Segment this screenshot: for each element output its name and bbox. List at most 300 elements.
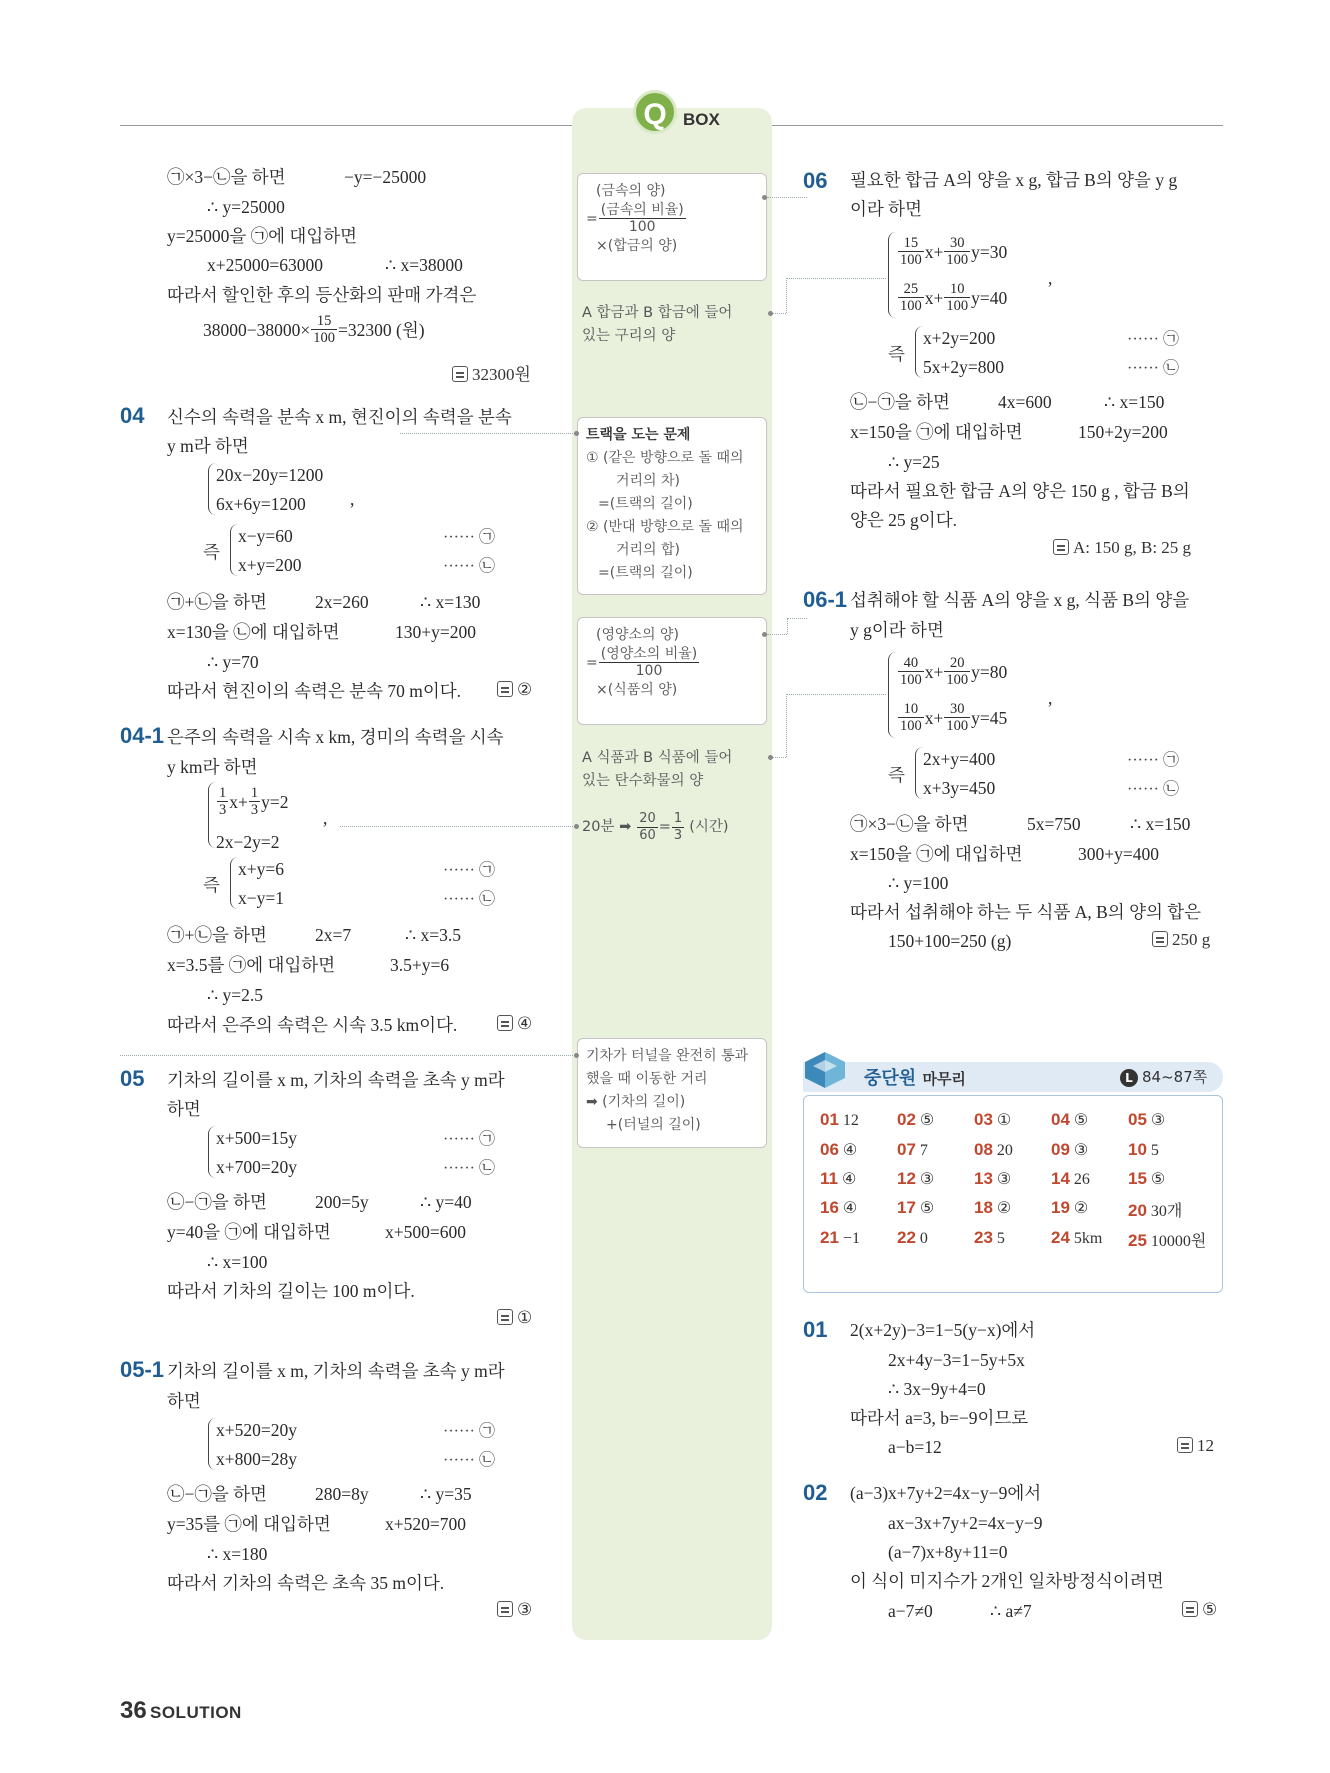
answer-icon bbox=[497, 1309, 513, 1325]
mid-answer-item bbox=[1051, 1110, 1088, 1130]
p061-number: 06-1 bbox=[803, 587, 848, 612]
mid-review-page-range: 84~87쪽 bbox=[1142, 1068, 1208, 1086]
p03-line: ∴ x=38000 bbox=[385, 255, 463, 275]
p041-comma: , bbox=[323, 808, 328, 828]
p061-expr: x+ bbox=[924, 661, 944, 682]
p061-fraction: $\frac{40}{100}$ bbox=[900, 655, 922, 688]
q02-line: (a−7)x+8y+11=0 bbox=[888, 1542, 1008, 1562]
p051-line: 기차의 길이를 x m, 기차의 속력을 초속 y m라 bbox=[167, 1361, 505, 1381]
p06-line: 따라서 필요한 합금 A의 양은 150 g , 합금 B의 bbox=[850, 481, 1190, 501]
p06-answer-value: A: 150 g, B: 25 g bbox=[1073, 538, 1192, 557]
p061-expr: y=45 bbox=[971, 707, 1008, 728]
qbox-card-title: 트랙을 도는 문제 bbox=[586, 427, 691, 443]
mid-answer-number: 16 bbox=[820, 1198, 839, 1217]
mid-answer-value: 5 bbox=[996, 1230, 1005, 1247]
mid-answer-number: 17 bbox=[897, 1198, 916, 1217]
answer-icon bbox=[497, 1601, 513, 1617]
mid-answer-item bbox=[820, 1110, 859, 1130]
p06-line: 150+2y=200 bbox=[1078, 422, 1168, 442]
mid-answer-number: 20 bbox=[1128, 1201, 1147, 1220]
connector-line bbox=[787, 618, 807, 619]
mid-review-subtitle: 마무리 bbox=[922, 1070, 966, 1088]
brace-icon bbox=[208, 1418, 216, 1470]
p061-system bbox=[897, 655, 1007, 688]
p051-line: y=35를 ㉠에 대입하면 bbox=[167, 1514, 331, 1534]
q02-line: ∴ a≠7 bbox=[990, 1601, 1032, 1621]
connector-dot bbox=[574, 431, 579, 436]
p06-jeuk: 즉 bbox=[888, 344, 905, 364]
connector-line bbox=[120, 1055, 577, 1056]
qbox-fraction: $\frac{\text{(영양소의 비율)}}{100}$ bbox=[600, 646, 698, 679]
mid-answer-number: 13 bbox=[974, 1169, 993, 1188]
qbox-fraction: $\frac{1}{3}$ bbox=[673, 811, 683, 843]
p04-line: ∴ x=130 bbox=[420, 592, 481, 612]
mid-answer-item bbox=[974, 1140, 1013, 1160]
qbox-card-line: 기차가 터널을 완전히 통과 bbox=[586, 1048, 749, 1064]
q02-line: 이 식이 미지수가 2개인 일차방정식이려면 bbox=[850, 1571, 1164, 1591]
mid-answer-value: 7 bbox=[919, 1142, 928, 1159]
p041-fraction: $\frac{1}{3}$ bbox=[219, 785, 227, 818]
answer-icon bbox=[452, 366, 468, 382]
mid-review-icon bbox=[803, 1050, 847, 1090]
qbox-card-line: =(트랙의 길이) bbox=[598, 496, 693, 512]
p051-eq: x+520=20y bbox=[216, 1420, 297, 1440]
qbox-note-minutes bbox=[582, 811, 767, 844]
p05-line: ∴ x=100 bbox=[207, 1252, 268, 1272]
mid-answer-value: 0 bbox=[919, 1230, 928, 1247]
p061-expr: x+ bbox=[924, 707, 944, 728]
mid-answer-number: 02 bbox=[897, 1110, 916, 1129]
connector-line bbox=[786, 694, 886, 695]
p06-expr: y=40 bbox=[971, 287, 1008, 308]
q02-line: a−7≠0 bbox=[888, 1601, 933, 1621]
p06-tag: ······ ㉠ bbox=[1127, 331, 1179, 348]
p06-system bbox=[897, 235, 1007, 268]
qbox-note-pre: 20분 ➡ bbox=[582, 819, 632, 835]
p041-jeuk: 즉 bbox=[203, 875, 220, 895]
p061-line: ∴ y=100 bbox=[888, 873, 949, 893]
p061-comma: , bbox=[1048, 688, 1053, 708]
footer-label: SOLUTION bbox=[150, 1703, 242, 1722]
p06-expr: x+ bbox=[924, 241, 944, 262]
p04-eq: x−y=60 bbox=[238, 526, 293, 546]
p041-line: y km라 하면 bbox=[167, 757, 258, 777]
p061-line: ∴ x=150 bbox=[1130, 814, 1191, 834]
p041-line: 따라서 은주의 속력은 시속 3.5 km이다. bbox=[167, 1015, 458, 1035]
qbox-card-line: ×(합금의 양) bbox=[596, 238, 678, 254]
qbox-fraction: $\frac{20}{60}$ bbox=[639, 811, 656, 843]
mid-review-title-main: 중단원 bbox=[864, 1068, 917, 1089]
brace-icon bbox=[888, 652, 896, 738]
p03-line: ㉠×3−㉡을 하면 bbox=[167, 167, 286, 187]
mid-answer-value: 5km bbox=[1073, 1230, 1103, 1247]
mid-answer-number: 22 bbox=[897, 1228, 916, 1247]
p051-tag: ······ ㉠ bbox=[443, 1423, 495, 1440]
p061-fraction: $\frac{20}{100}$ bbox=[946, 655, 969, 688]
page-l-icon: L bbox=[1120, 1069, 1138, 1087]
q02-line: ax−3x+7y+2=4x−y−9 bbox=[888, 1513, 1043, 1533]
qbox-card-line: ② (반대 방향으로 돌 때의 bbox=[586, 519, 744, 535]
mid-review-page bbox=[1120, 1066, 1207, 1087]
qbox-card-nutrient bbox=[577, 617, 767, 725]
connector-dot bbox=[762, 632, 767, 637]
p04-line: x=130을 ㉡에 대입하면 bbox=[167, 622, 340, 642]
mid-answer-item bbox=[897, 1140, 928, 1160]
qbox-note-eq: = bbox=[658, 819, 671, 835]
connector-dot bbox=[574, 1053, 579, 1058]
p04-jeuk: 즉 bbox=[203, 542, 220, 562]
connector-line bbox=[400, 433, 577, 434]
qbox-card-line: (금속의 양) bbox=[596, 183, 666, 199]
mid-answer-value: ③ bbox=[996, 1171, 1012, 1188]
p04-line: ∴ y=70 bbox=[207, 652, 259, 672]
qbox-card-line: ➡ (기차의 길이) bbox=[586, 1094, 686, 1110]
p05-answer bbox=[497, 1308, 532, 1328]
p04-line: 신수의 속력을 분속 x m, 현진이의 속력을 분속 bbox=[167, 407, 512, 427]
mid-answer-value: 20 bbox=[996, 1142, 1013, 1159]
mid-answer-item bbox=[1128, 1140, 1159, 1160]
p051-line: 따라서 기차의 속력은 초속 35 m이다. bbox=[167, 1573, 445, 1593]
mid-answer-number: 14 bbox=[1051, 1169, 1070, 1188]
connector-line bbox=[787, 618, 788, 634]
q01-line: ∴ 3x−9y+4=0 bbox=[888, 1379, 986, 1399]
mid-answer-number: 25 bbox=[1128, 1231, 1147, 1250]
p05-line: 200=5y bbox=[315, 1192, 369, 1212]
q01-answer-value: 12 bbox=[1197, 1436, 1214, 1455]
qbox-title: BOX bbox=[683, 110, 720, 129]
p06-eq: x+2y=200 bbox=[923, 328, 996, 348]
p041-tag: ······ ㉡ bbox=[443, 891, 495, 908]
connector-dot bbox=[768, 311, 773, 316]
p04-system: 6x+6y=1200 bbox=[216, 494, 306, 514]
mid-answer-number: 04 bbox=[1051, 1110, 1070, 1129]
p051-line: x+520=700 bbox=[385, 1514, 466, 1534]
p04-tag: ······ ㉡ bbox=[443, 558, 495, 575]
p05-answer-value: ① bbox=[517, 1308, 533, 1327]
p061-line: 150+100=250 (g) bbox=[888, 931, 1012, 951]
p05-line: 기차의 길이를 x m, 기차의 속력을 초속 y m라 bbox=[167, 1070, 505, 1090]
mid-answer-value: ④ bbox=[842, 1200, 858, 1217]
mid-answer-number: 19 bbox=[1051, 1198, 1070, 1217]
p04-tag: ······ ㉠ bbox=[443, 529, 495, 546]
p05-line: ∴ y=40 bbox=[420, 1192, 472, 1212]
mid-answer-value: 26 bbox=[1073, 1171, 1090, 1188]
p06-expr: x+ bbox=[924, 287, 944, 308]
answer-icon bbox=[497, 1015, 513, 1031]
qbox-card-line: = bbox=[586, 210, 598, 227]
p06-line: ㉡−㉠을 하면 bbox=[850, 392, 950, 412]
p061-line: 300+y=400 bbox=[1078, 844, 1159, 864]
mid-answer-value: ⑤ bbox=[919, 1112, 935, 1129]
mid-answer-number: 06 bbox=[820, 1140, 839, 1159]
p06-fraction: $\frac{10}{100}$ bbox=[946, 281, 969, 314]
mid-answer-value: ③ bbox=[1150, 1112, 1166, 1129]
p061-jeuk: 즉 bbox=[888, 765, 905, 785]
answer-icon bbox=[1182, 1601, 1198, 1617]
p06-eq: 5x+2y=800 bbox=[923, 357, 1004, 377]
q01-line: 2(x+2y)−3=1−5(y−x)에서 bbox=[850, 1320, 1036, 1340]
p05-line: 하면 bbox=[167, 1099, 201, 1119]
p041-fraction: $\frac{1}{3}$ bbox=[250, 785, 259, 818]
q01-line: 따라서 a=3, b=−9이므로 bbox=[850, 1408, 1029, 1428]
p05-eq: x+500=15y bbox=[216, 1128, 297, 1148]
p05-line: x+500=600 bbox=[385, 1222, 466, 1242]
p03-answer-value: 32300원 bbox=[472, 365, 531, 384]
p061-expr: y=80 bbox=[971, 661, 1008, 682]
p04-line: 2x=260 bbox=[315, 592, 369, 612]
answer-icon bbox=[1177, 1437, 1193, 1453]
p04-line: 따라서 현진이의 속력은 분속 70 m이다. bbox=[167, 681, 462, 701]
page-number: 36 bbox=[120, 1697, 147, 1724]
p041-system bbox=[216, 785, 289, 818]
mid-answer-value: ③ bbox=[1073, 1142, 1089, 1159]
p06-fraction: $\frac{25}{100}$ bbox=[900, 281, 922, 314]
p041-line: ∴ y=2.5 bbox=[207, 985, 264, 1005]
mid-answer-item bbox=[1051, 1140, 1088, 1160]
mid-answer-value: −1 bbox=[842, 1230, 860, 1247]
mid-answer-item bbox=[897, 1228, 928, 1248]
qbox-card-line: 거리의 차) bbox=[616, 473, 681, 489]
mid-answer-item bbox=[820, 1140, 857, 1160]
q01-line: a−b=12 bbox=[888, 1437, 942, 1457]
q02-answer bbox=[1182, 1600, 1217, 1620]
p041-expr: x+ bbox=[229, 791, 248, 812]
mid-answer-number: 18 bbox=[974, 1198, 993, 1217]
p061-fraction: $\frac{10}{100}$ bbox=[900, 701, 922, 734]
answer-icon bbox=[497, 681, 513, 697]
p051-answer-value: ③ bbox=[517, 1600, 533, 1619]
p04-comma: , bbox=[350, 489, 355, 509]
qbox-card-line: ① (같은 방향으로 돌 때의 bbox=[586, 450, 744, 466]
p051-eq: x+800=28y bbox=[216, 1449, 297, 1469]
mid-answer-item bbox=[820, 1228, 860, 1248]
q01-number: 01 bbox=[803, 1317, 828, 1342]
mid-answer-item bbox=[897, 1198, 934, 1218]
qbox-card-metal bbox=[577, 173, 767, 281]
p06-number: 06 bbox=[803, 168, 828, 193]
p05-line: y=40을 ㉠에 대입하면 bbox=[167, 1222, 331, 1242]
mid-answer-value: 10000원 bbox=[1150, 1233, 1207, 1250]
q02-answer-value: ⑤ bbox=[1202, 1600, 1218, 1619]
q02-number: 02 bbox=[803, 1480, 828, 1505]
qbox-note-line: A 합금과 B 합금에 들어 bbox=[582, 305, 733, 321]
p051-tag: ······ ㉡ bbox=[443, 1452, 495, 1469]
p041-expr: y=2 bbox=[261, 791, 289, 812]
p041-answer bbox=[497, 1014, 532, 1034]
p03-line: 따라서 할인한 후의 등산화의 판매 가격은 bbox=[167, 285, 477, 305]
p06-line: 이라 하면 bbox=[850, 199, 922, 219]
mid-answer-number: 05 bbox=[1128, 1110, 1147, 1129]
p05-tag: ······ ㉡ bbox=[443, 1160, 495, 1177]
p04-number: 04 bbox=[120, 403, 145, 428]
mid-answer-number: 23 bbox=[974, 1228, 993, 1247]
connector-line bbox=[786, 278, 787, 313]
connector-dot bbox=[762, 195, 767, 200]
p061-line: ㉠×3−㉡을 하면 bbox=[850, 814, 969, 834]
p041-answer-value: ④ bbox=[517, 1014, 533, 1033]
mid-answer-number: 11 bbox=[820, 1169, 838, 1188]
brace-icon bbox=[230, 524, 238, 576]
brace-icon bbox=[208, 782, 216, 848]
p061-line: 5x=750 bbox=[1027, 814, 1081, 834]
mid-answer-value: ① bbox=[996, 1112, 1012, 1129]
brace-icon bbox=[888, 232, 896, 318]
p041-line: ㉠+㉡을 하면 bbox=[167, 925, 267, 945]
p051-number: 05-1 bbox=[120, 1357, 165, 1382]
p061-fraction: $\frac{30}{100}$ bbox=[946, 701, 969, 734]
p061-tag: ······ ㉠ bbox=[1127, 752, 1179, 769]
mid-answer-value: ⑤ bbox=[1150, 1171, 1166, 1188]
p03-line: −y=−25000 bbox=[344, 167, 427, 187]
mid-answer-item bbox=[820, 1169, 856, 1189]
qbox-card-line: = bbox=[586, 654, 598, 671]
p051-line: ∴ x=180 bbox=[207, 1544, 268, 1564]
qbox-fraction: $\frac{\text{(금속의 비율)}}{100}$ bbox=[600, 202, 684, 235]
qbox-note-copper bbox=[582, 302, 767, 348]
p03-expr: =32300 (원) bbox=[338, 319, 425, 340]
mid-answer-number: 24 bbox=[1051, 1228, 1070, 1247]
p061-line: 따라서 섭취해야 하는 두 식품 A, B의 양의 합은 bbox=[850, 902, 1202, 922]
p06-system bbox=[897, 281, 1007, 314]
mid-answer-item bbox=[974, 1228, 1005, 1248]
p03-fraction: $\frac{15}{100}$ bbox=[313, 313, 335, 346]
p041-line: ∴ x=3.5 bbox=[405, 925, 462, 945]
p061-tag: ······ ㉡ bbox=[1127, 781, 1179, 798]
p061-line: 섭취해야 할 식품 A의 양을 x g, 식품 B의 양을 bbox=[850, 590, 1190, 610]
p06-tag: ······ ㉡ bbox=[1127, 360, 1179, 377]
mid-answer-item bbox=[897, 1169, 934, 1189]
mid-answer-item bbox=[1128, 1198, 1182, 1221]
p041-line: 3.5+y=6 bbox=[390, 955, 450, 975]
qbox-card-line: =(트랙의 길이) bbox=[598, 565, 693, 581]
p05-number: 05 bbox=[120, 1066, 145, 1091]
mid-answer-item bbox=[974, 1169, 1011, 1189]
p06-line: ∴ x=150 bbox=[1104, 392, 1165, 412]
connector-line bbox=[767, 197, 807, 198]
mid-answer-number: 09 bbox=[1051, 1140, 1070, 1159]
mid-answer-value: 30개 bbox=[1150, 1203, 1183, 1220]
brace-icon bbox=[915, 747, 923, 799]
mid-answer-item bbox=[1128, 1110, 1165, 1130]
p061-answer-value: 250 g bbox=[1172, 930, 1211, 949]
p041-eq: x−y=1 bbox=[238, 888, 284, 908]
p04-eq: x+y=200 bbox=[238, 555, 302, 575]
p061-line: x=150을 ㉠에 대입하면 bbox=[850, 844, 1023, 864]
p05-tag: ······ ㉠ bbox=[443, 1131, 495, 1148]
p041-eq: x+y=6 bbox=[238, 859, 284, 879]
qbox-card-line: ×(식품의 양) bbox=[596, 682, 678, 698]
p04-answer bbox=[497, 680, 532, 700]
p03-answer bbox=[452, 360, 531, 385]
connector-line bbox=[786, 694, 787, 757]
mid-answer-item bbox=[897, 1110, 934, 1130]
p061-eq: 2x+y=400 bbox=[923, 749, 996, 769]
mid-answer-number: 15 bbox=[1128, 1169, 1147, 1188]
mid-answer-value: ⑤ bbox=[1073, 1112, 1089, 1129]
p04-line: 130+y=200 bbox=[395, 622, 476, 642]
mid-answer-item bbox=[1051, 1198, 1088, 1218]
p061-system bbox=[897, 701, 1007, 734]
p06-expr: y=30 bbox=[971, 241, 1008, 262]
mid-answer-item bbox=[1128, 1228, 1206, 1251]
p04-line: ㉠+㉡을 하면 bbox=[167, 592, 267, 612]
p03-line: ∴ y=25000 bbox=[207, 197, 285, 217]
qbox-card-line: (영양소의 양) bbox=[596, 627, 679, 643]
answer-icon bbox=[1152, 931, 1168, 947]
answer-icon bbox=[1053, 539, 1069, 555]
mid-answer-item bbox=[974, 1198, 1011, 1218]
p051-line: 하면 bbox=[167, 1391, 201, 1411]
mid-answer-item bbox=[1128, 1169, 1165, 1189]
connector-line bbox=[340, 826, 577, 827]
mid-answer-item bbox=[820, 1198, 857, 1218]
p051-line: 280=8y bbox=[315, 1484, 369, 1504]
mid-answer-value: 5 bbox=[1150, 1142, 1159, 1159]
connector-line bbox=[786, 278, 886, 279]
p03-expr: 38000−38000× bbox=[203, 319, 311, 340]
p051-answer bbox=[497, 1600, 532, 1620]
mid-answer-value: ② bbox=[1073, 1200, 1089, 1217]
p04-system: 20x−20y=1200 bbox=[216, 465, 324, 485]
p041-line: 2x=7 bbox=[315, 925, 352, 945]
p041-line: 은주의 속력을 시속 x km, 경미의 속력을 시속 bbox=[167, 727, 504, 747]
mid-answer-item bbox=[974, 1110, 1011, 1130]
mid-answer-item bbox=[1051, 1228, 1102, 1248]
mid-answer-item bbox=[1051, 1169, 1090, 1189]
qbox-note-carb bbox=[582, 747, 767, 793]
mid-answer-number: 10 bbox=[1128, 1140, 1147, 1159]
qbox-card-track bbox=[577, 417, 767, 595]
p06-line: 필요한 합금 A의 양을 x g, 합금 B의 양을 y g bbox=[850, 170, 1178, 190]
p041-number: 04-1 bbox=[120, 723, 165, 748]
p06-line: x=150을 ㉠에 대입하면 bbox=[850, 422, 1023, 442]
mid-answer-number: 08 bbox=[974, 1140, 993, 1159]
qbox-card-line: 거리의 합) bbox=[616, 542, 681, 558]
qbox-card-line: 했을 때 이동한 거리 bbox=[586, 1071, 708, 1087]
p041-system: 2x−2y=2 bbox=[216, 832, 280, 852]
p061-line: y g이라 하면 bbox=[850, 620, 944, 640]
connector-line bbox=[767, 634, 787, 635]
p03-price-line bbox=[203, 313, 425, 346]
connector-dot bbox=[768, 755, 773, 760]
qbox-note-line: 있는 탄수화물의 양 bbox=[582, 773, 704, 789]
p06-answer bbox=[1053, 538, 1191, 558]
connector-line bbox=[772, 757, 786, 758]
brace-icon bbox=[208, 463, 216, 515]
p051-line: ㉡−㉠을 하면 bbox=[167, 1484, 267, 1504]
mid-answer-value: ③ bbox=[919, 1171, 935, 1188]
brace-icon bbox=[915, 326, 923, 378]
p03-line: x+25000=63000 bbox=[207, 255, 323, 275]
p06-comma: , bbox=[1048, 268, 1053, 288]
p03-line: y=25000을 ㉠에 대입하면 bbox=[167, 226, 358, 246]
q01-answer bbox=[1177, 1436, 1214, 1456]
p06-fraction: $\frac{30}{100}$ bbox=[946, 235, 969, 268]
qbox-logo-icon: Q bbox=[633, 90, 677, 134]
mid-answer-value: ⑤ bbox=[919, 1200, 935, 1217]
qbox-card-line: +(터널의 길이) bbox=[606, 1117, 701, 1133]
p051-line: ∴ y=35 bbox=[420, 1484, 472, 1504]
p061-answer bbox=[1152, 930, 1210, 950]
p06-line: ∴ y=25 bbox=[888, 452, 940, 472]
mid-answer-number: 12 bbox=[897, 1169, 916, 1188]
brace-icon bbox=[230, 857, 238, 909]
qbox-card-tunnel bbox=[577, 1038, 767, 1148]
mid-answer-value: ② bbox=[996, 1200, 1012, 1217]
p05-line: 따라서 기차의 길이는 100 m이다. bbox=[167, 1281, 415, 1301]
mid-answer-number: 03 bbox=[974, 1110, 993, 1129]
p041-line: x=3.5를 ㉠에 대입하면 bbox=[167, 955, 336, 975]
